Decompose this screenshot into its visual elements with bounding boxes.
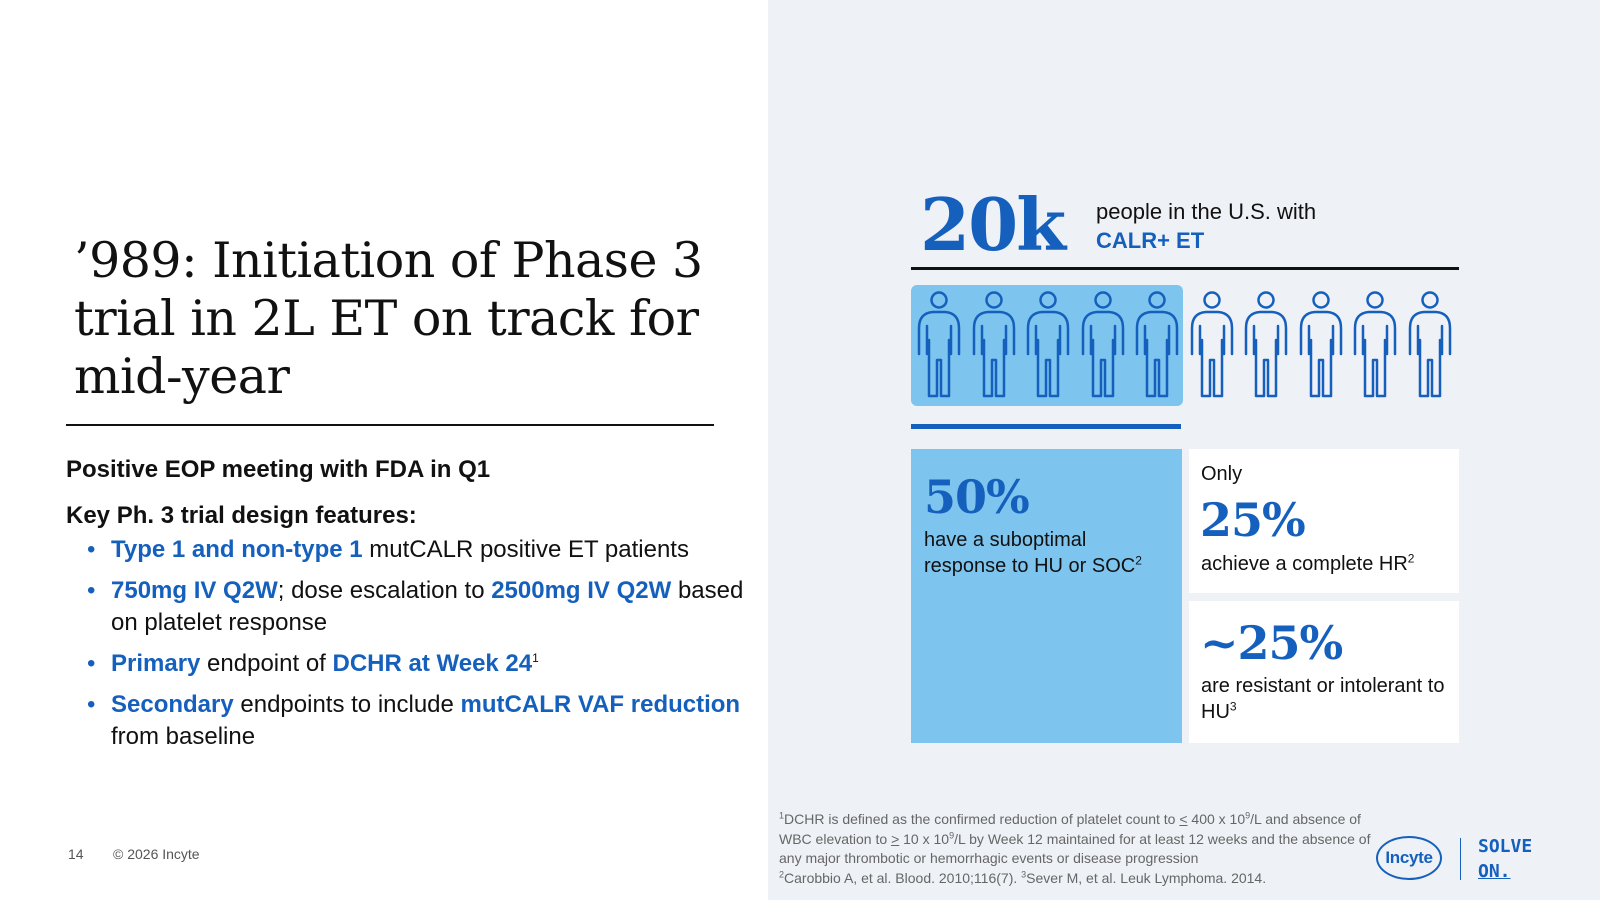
headline-text: people in the U.S. with CALR+ ET xyxy=(1096,199,1317,253)
infographic-divider xyxy=(911,267,1459,270)
stat-box-complete-hr xyxy=(1189,449,1459,593)
person-icon xyxy=(1239,290,1294,402)
stat-box-resistant xyxy=(1189,601,1459,743)
stat-number: 50% xyxy=(924,470,1029,524)
solve-on-tagline: SOLVE ON. xyxy=(1478,836,1533,882)
stat-number: ~25% xyxy=(1200,616,1343,670)
person-icon xyxy=(1348,290,1403,402)
eop-heading: Positive EOP meeting with FDA in Q1 xyxy=(66,456,491,483)
person-icon xyxy=(1294,290,1349,402)
people-row xyxy=(912,290,1457,402)
stat-text: have a suboptimal response to HU or SOC$^2$ xyxy=(924,529,1142,577)
person-icon xyxy=(1185,290,1240,402)
person-icon xyxy=(1130,290,1185,402)
person-icon xyxy=(912,290,967,402)
page-number: 14 xyxy=(68,846,84,862)
list-item: • Primary endpoint of DCHR at Week $24^1$ xyxy=(84,648,764,680)
list-item: • Secondary endpoints to include mutCALR VAF reduction from baseline xyxy=(84,689,764,753)
logo-divider xyxy=(1460,838,1461,880)
page-title: ’989: Initiation of Phase 3 trial in 2L ET on track for mid-year xyxy=(74,232,703,405)
list-item: • Type 1 and non-type 1 mutCALR positive ET patients xyxy=(84,534,764,566)
design-heading: Key Ph. 3 trial design features: xyxy=(66,502,417,529)
footnotes xyxy=(779,810,1379,888)
title-divider xyxy=(66,424,714,426)
right-panel xyxy=(768,0,1600,900)
stat-number: 25% xyxy=(1200,493,1305,547)
person-icon xyxy=(1403,290,1458,402)
highlight-underline xyxy=(911,424,1181,429)
person-icon xyxy=(967,290,1022,402)
copyright: © 2026 Incyte xyxy=(113,846,200,862)
design-feature-list xyxy=(84,534,764,762)
person-icon xyxy=(1021,290,1076,402)
footnote-2-3: $^2$Carobbio A, et al. Blood. 2010;116(7). $^3$Sever M, et al. Leuk Lymphoma. 2014. xyxy=(779,868,1267,886)
list-item: • 750mg IV Q2W; dose escalation to 2500mg IV Q2W based on platelet response xyxy=(84,575,764,639)
headline-number: 20k xyxy=(920,182,1065,267)
stat-prefix: Only xyxy=(1201,463,1243,485)
footnote-1: $^1$DCHR is defined as the confirmed reduction of platelet count to < 400 x $10^9/L$ and absence of WBC elevation to > 10 x $10^9/L$ by Week 12 maintained for at least 12 weeks and the absence of any major thrombotic or hemorrhagic events or disease progression xyxy=(779,810,1371,866)
person-icon xyxy=(1076,290,1131,402)
stat-text: are resistant or intolerant to $HU^3$ xyxy=(1201,675,1445,723)
incyte-logo: Incyte xyxy=(1376,836,1442,880)
stat-box-suboptimal xyxy=(911,449,1182,743)
stat-text: achieve a complete $HR^2$ xyxy=(1201,551,1415,575)
